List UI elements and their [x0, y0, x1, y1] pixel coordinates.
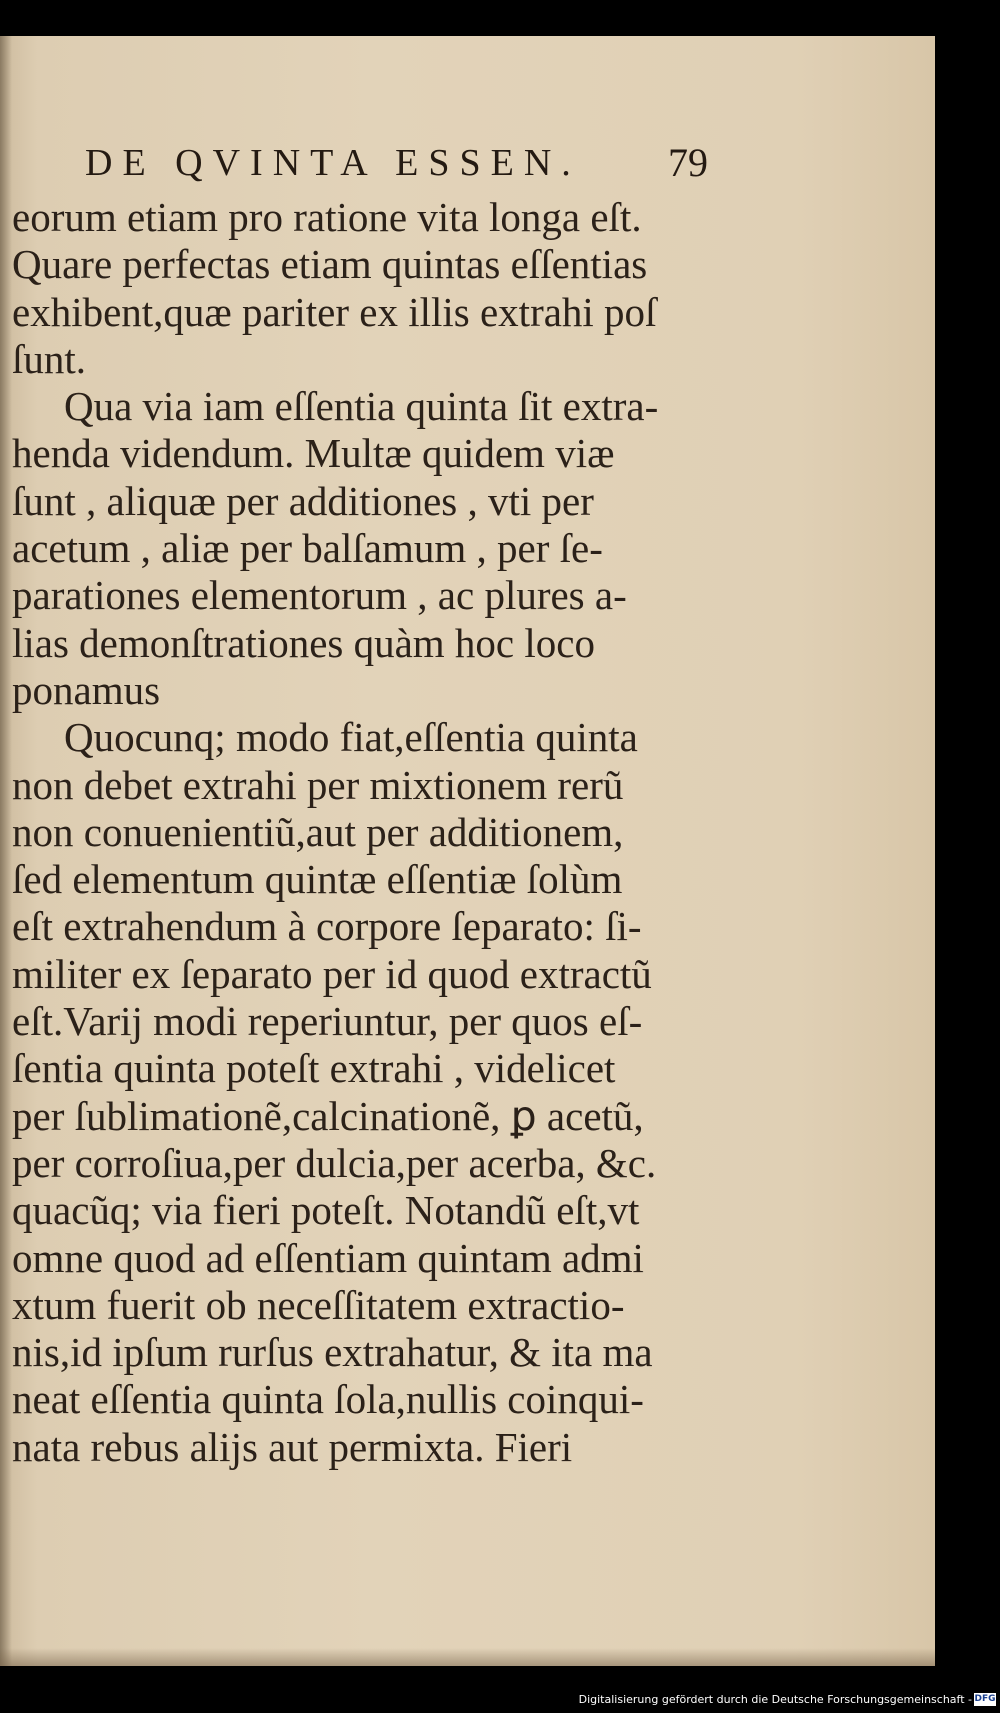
page-bottom-edge-shadow [0, 1648, 935, 1666]
text-line: quacũq; via fieri poteſt. Notandũ eſt,vt [12, 1187, 640, 1234]
body-text [12, 194, 732, 1471]
running-title: DE QVINTA ESSEN. [85, 142, 581, 184]
text-line: eſt.Varij modi reperiuntur, per quos eſ- [12, 998, 643, 1045]
text-line: ſed elementum quintæ eſſentiæ ſolùm [12, 856, 623, 903]
text-line: acetum , aliæ per balſamum , per ſe- [12, 525, 603, 572]
text-line: lias demonſtrationes quàm hoc loco [12, 619, 595, 666]
text-line: militer ex ſeparato per id quod extractũ [12, 950, 652, 997]
text-line: xtum fuerit ob neceſſitatem extractio- [12, 1281, 625, 1328]
page-left-edge-shadow [0, 36, 12, 1666]
text-line: neat eſſentia quinta ſola,nullis coinqui- [12, 1376, 644, 1423]
text-line: non debet extrahi per mixtionem rerũ [12, 761, 624, 808]
funding-credit: Digitalisierung gefördert durch die Deutsche Forschungsgemeinschaft - [578, 1693, 972, 1706]
text-line: henda videndum. Multæ quidem viæ [12, 430, 615, 477]
text-line: omne quod ad eſſentiam quintam admi [12, 1234, 644, 1281]
text-line: non conuenientiũ,aut per additionem, [12, 808, 624, 855]
text-line: parationes elementorum , ac plures a- [12, 572, 627, 619]
text-line: exhibent,quæ pariter ex illis extrahi poſ [12, 288, 657, 335]
text-line: ponamus [12, 666, 161, 713]
book-page [0, 36, 935, 1666]
text-line: per ſublimationẽ,calcinationẽ, ꝑ acetũ, [12, 1092, 644, 1139]
text-line: eſt extrahendum à corpore ſeparato: ſi- [12, 903, 642, 950]
page-number: 79 [668, 140, 708, 185]
text-line: Qua via iam eſſentia quinta ſit extra- [64, 383, 659, 430]
text-line: Quocunq; modo fiat,eſſentia quinta [64, 714, 638, 761]
text-line: ſentia quinta poteſt extrahi , videlicet [12, 1045, 616, 1092]
text-line: ſunt , aliquæ per additiones , vti per [12, 477, 594, 524]
footer-bar [0, 1690, 1000, 1713]
text-line: Quare perfectas etiam quintas eſſentias [12, 241, 648, 288]
text-line: per corroſiua,per dulcia,per acerba, &c. [12, 1139, 657, 1186]
text-line: eorum etiam pro ratione vita longa eſt. [12, 194, 642, 240]
text-line: nis,id ipſum rurſus extrahatur, & ita ma [12, 1329, 653, 1376]
text-line: ſunt. [12, 335, 87, 382]
dfg-logo: DFG [974, 1694, 996, 1704]
text-line: nata rebus alijs aut permixta. Fieri [12, 1423, 573, 1470]
